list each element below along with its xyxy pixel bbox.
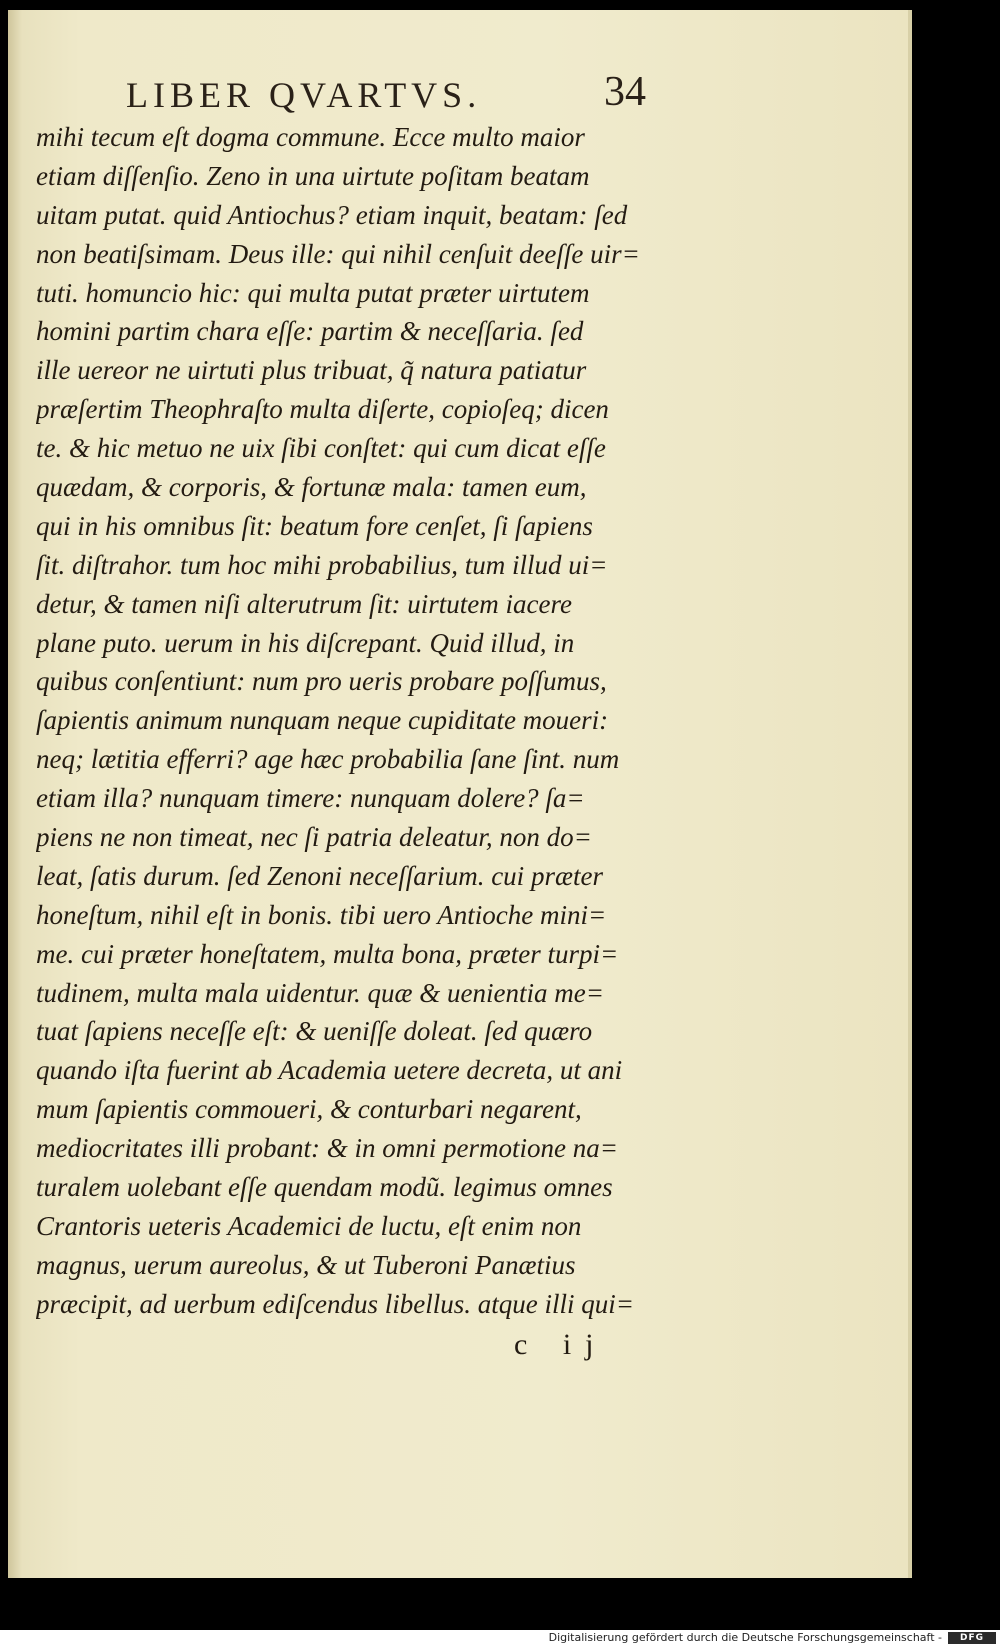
text-line: quædam, & corporis, & fortunæ mala: tamen eum, xyxy=(36,472,587,503)
text-block xyxy=(36,118,676,1324)
text-line: turalem uolebant eſſe quendam modũ. legimus omnes xyxy=(36,1172,613,1203)
text-line: etiam illa? nunquam timere: nunquam dolere? ſa= xyxy=(36,783,585,814)
text-line: qui in his omnibus ſit: beatum fore cenſet, ſi ſapiens xyxy=(36,510,593,541)
running-title: LIBER QVARTVS. xyxy=(126,75,482,115)
text-line: præcipit, ad uerbum ediſcendus libellus. atque illi qui= xyxy=(36,1288,634,1319)
text-line: etiam diſſenſio. Zeno in una uirtute poſitam beatam xyxy=(36,160,590,191)
text-line: tuat ſapiens neceſſe eſt: & ueniſſe doleat. ſed quæro xyxy=(36,1016,593,1047)
signature-mark: c ij xyxy=(514,1328,608,1361)
book-page xyxy=(8,10,912,1578)
dfg-logo: DFG xyxy=(948,1632,996,1644)
text-line: mihi tecum eſt dogma commune. Ecce multo maior xyxy=(36,122,585,152)
funding-notice: Digitalisierung gefördert durch die Deutsche Forschungsgemeinschaft - xyxy=(548,1631,942,1644)
text-line: piens ne non timeat, nec ſi patria deleatur, non do= xyxy=(36,822,592,853)
text-line: neq; lætitia efferri? age hæc probabilia ſane ſint. num xyxy=(36,744,620,775)
text-line: mum ſapientis commoueri, & conturbari negarent, xyxy=(36,1094,582,1125)
text-line: ſit. diſtrahor. tum hoc mihi probabilius, tum illud ui= xyxy=(36,549,608,580)
text-line: quando iſta fuerint ab Academia uetere decreta, ut ani xyxy=(36,1055,623,1086)
text-line: ille uereor ne uirtuti plus tribuat, q̃ natura patiatur xyxy=(36,355,587,386)
text-line: me. cui præter honeſtatem, multa bona, præter turpi= xyxy=(36,938,619,969)
text-line: quibus conſentiunt: num pro ueris probare poſſumus, xyxy=(36,666,607,697)
digitization-footer xyxy=(0,1630,1000,1646)
text-line: homini partim chara eſſe: partim & neceſſaria. ſed xyxy=(36,316,584,347)
page-header xyxy=(126,68,646,118)
text-line: tudinem, multa mala uidentur. quæ & uenientia me= xyxy=(36,977,604,1008)
text-line: leat, ſatis durum. ſed Zenoni neceſſarium. cui præter xyxy=(36,860,603,891)
text-line: ſapientis animum nunquam neque cupiditate moueri: xyxy=(36,705,609,736)
text-line: detur, & tamen niſi alterutrum ſit: uirtutem iacere xyxy=(36,588,572,619)
text-line: magnus, uerum aureolus, & ut Tuberoni Panætius xyxy=(36,1249,576,1280)
text-line: plane puto. uerum in his diſcrepant. Quid illud, in xyxy=(36,627,575,658)
text-line: non beatiſsimam. Deus ille: qui nihil cenſuit deeſſe uir= xyxy=(36,238,640,269)
folio-number: 34 xyxy=(604,69,646,115)
page-gutter-shadow xyxy=(8,10,22,1578)
text-line: te. & hic metuo ne uix ſibi conſtet: qui cum dicat eſſe xyxy=(36,433,606,464)
text-line: honeſtum, nihil eſt in bonis. tibi uero Antioche mini= xyxy=(36,899,607,930)
text-line: mediocritates illi probant: & in omni permotione na= xyxy=(36,1133,618,1164)
text-line: Crantoris ueteris Academici de luctu, eſt enim non xyxy=(36,1210,582,1241)
text-line: præſertim Theophraſto multa diſerte, copioſeq; dicen xyxy=(36,394,609,425)
text-line: tuti. homuncio hic: qui multa putat præter uirtutem xyxy=(36,277,590,308)
text-line: uitam putat. quid Antiochus? etiam inquit, beatam: ſed xyxy=(36,199,628,230)
